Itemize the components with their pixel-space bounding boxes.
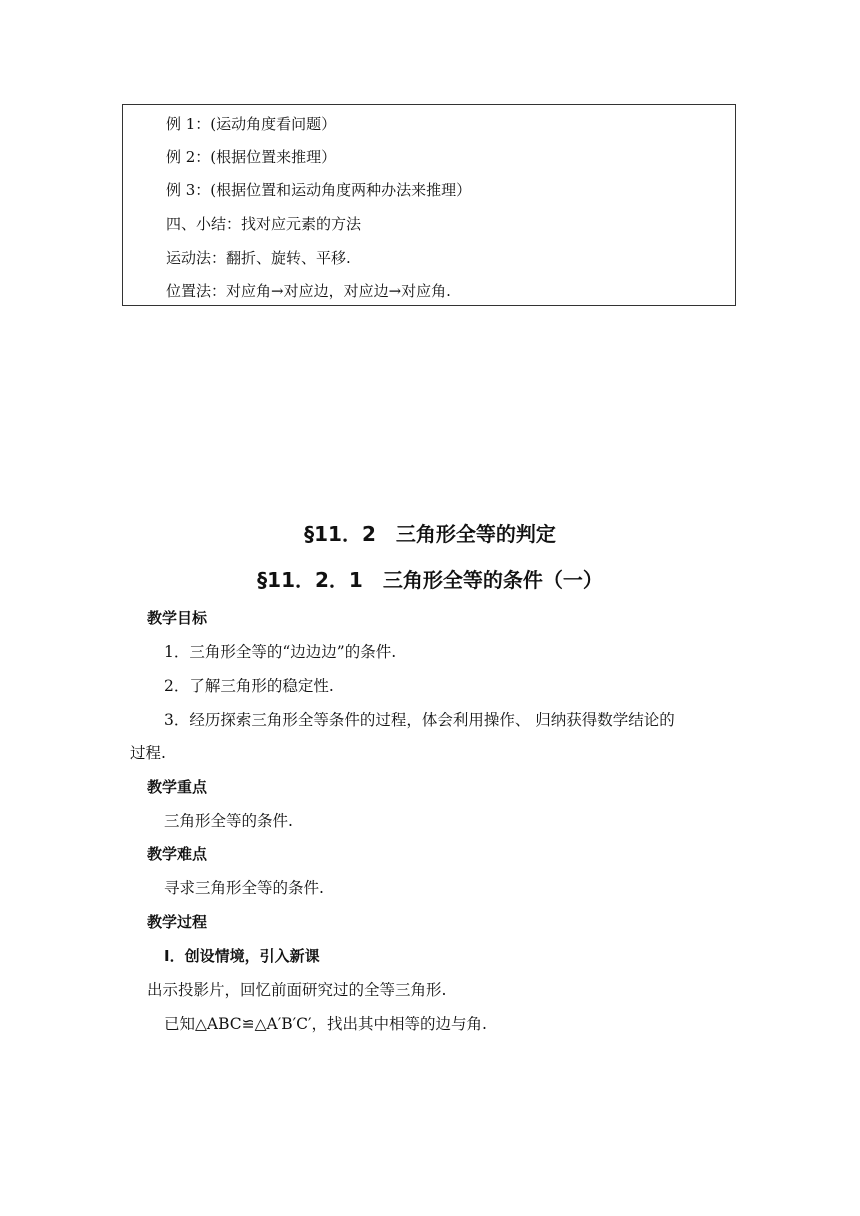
objective-item-2: 2．了解三角形的稳定性. <box>164 677 334 695</box>
key-points-text: 三角形全等的条件. <box>164 812 293 830</box>
objective-item-3: 3．经历探索三角形全等条件的过程，体会利用操作、 归纳获得数学结论的 <box>164 711 675 729</box>
example-2-line: 例 2：(根据位置来推理） <box>166 148 337 166</box>
process-heading: 教学过程 <box>147 913 208 931</box>
example-3-line: 例 3：(根据位置和运动角度两种办法来推理） <box>166 181 472 199</box>
process-line-1: 出示投影片，回忆前面研究过的全等三角形. <box>147 981 447 999</box>
process-line-2: 已知△ABC≌△A′B′C′，找出其中相等的边与角. <box>164 1015 487 1033</box>
section-title: §11．2 三角形全等的判定 <box>304 522 556 546</box>
summary-box <box>122 104 736 306</box>
step-1-heading: Ⅰ．创设情境，引入新课 <box>164 947 320 965</box>
position-method-line: 位置法：对应角→对应边，对应边→对应角. <box>166 282 451 300</box>
motion-method-line: 运动法：翻折、旋转、平移. <box>166 249 351 267</box>
objective-item-3-continued: 过程. <box>130 744 166 762</box>
difficulties-heading: 教学难点 <box>147 845 208 863</box>
objective-item-1: 1．三角形全等的“边边边”的条件. <box>164 643 397 661</box>
summary-heading-line: 四、小结：找对应元素的方法 <box>166 215 362 233</box>
key-points-heading: 教学重点 <box>147 778 208 796</box>
section-subtitle: §11．2．1 三角形全等的条件（一） <box>257 568 603 592</box>
difficulties-text: 寻求三角形全等的条件. <box>164 879 324 897</box>
example-1-line: 例 1：(运动角度看问题） <box>166 115 337 133</box>
objectives-heading: 教学目标 <box>147 609 208 627</box>
